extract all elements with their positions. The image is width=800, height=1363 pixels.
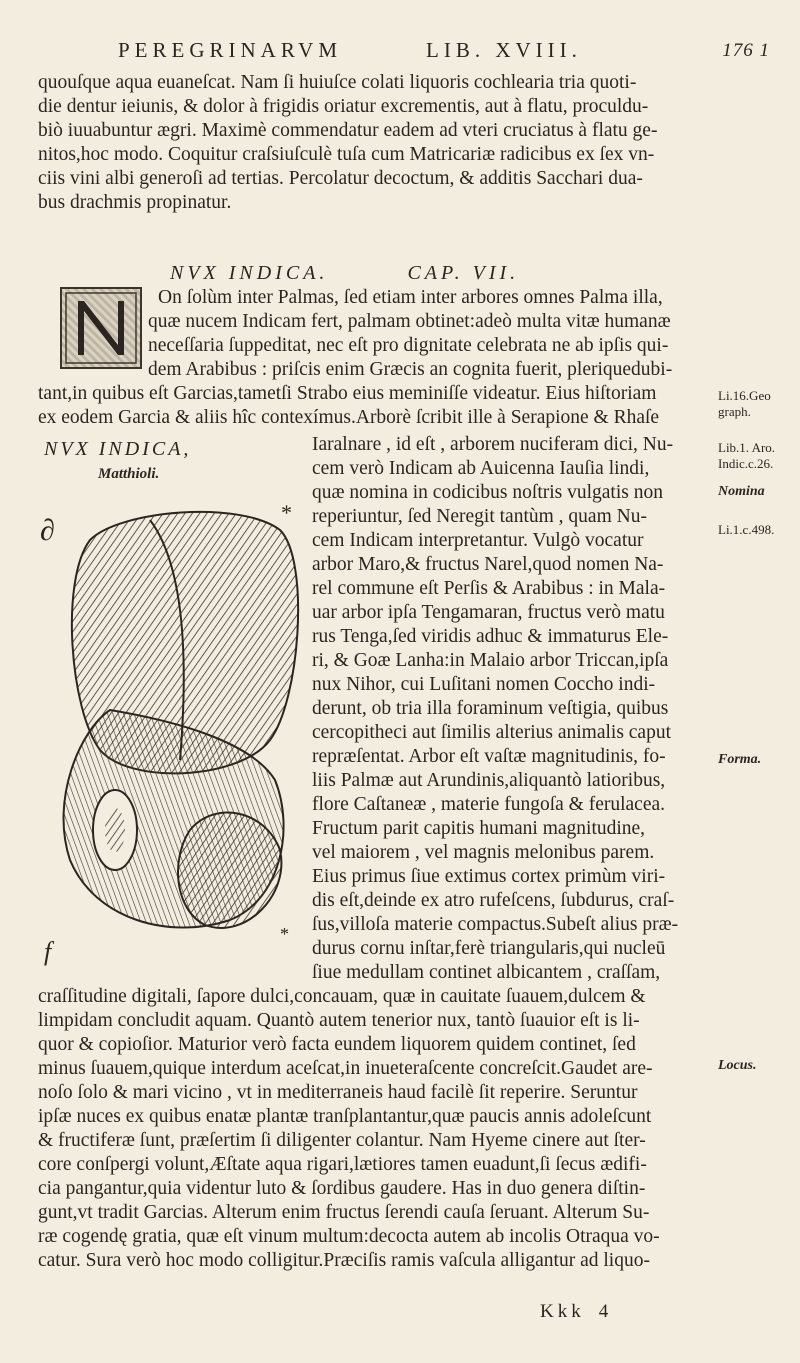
text-line: ſus,villoſa materie compactus.Subeſt alius præ- — [312, 914, 679, 935]
text-line: liis Palmæ aut Arundinis,aliquantò latioribus, — [312, 770, 666, 791]
margin-note: Lib.1. Aro. — [718, 440, 776, 455]
decorated-initial-n — [60, 287, 142, 369]
signature-mark: 4 — [598, 1301, 613, 1322]
catchword-line — [540, 1301, 612, 1323]
text-line: Iaralnare , id eſt , arborem nuciferam dici, Nu- — [312, 434, 674, 455]
text-line: ræ cogendę gratia, quæ eſt vinum multum:decocta autem ab incolis Otraqua vo- — [38, 1226, 660, 1247]
text-line: repræſentat. Arbor eſt vaſtæ magnitudinis, fo- — [312, 746, 666, 767]
chapter-heading — [170, 262, 519, 285]
margin-note: Indic.c.26. — [718, 456, 774, 471]
text-line: quæ nucem Indicam fert, palmam obtinet:adeò multa vitæ humanæ — [148, 311, 671, 332]
catchword: Kkk — [540, 1301, 585, 1322]
text-line: catur. Sura verò hoc modo colligitur.Præciſis ramis vaſcula alligantur ad liquo- — [38, 1250, 650, 1271]
chapter-number: CAP. VII. — [407, 262, 520, 284]
margin-note-forma: Forma. — [718, 752, 762, 767]
text-line: tant,in quibus eſt Garcias,tametſi Strabo eius meminiſſe videatur. Eius hiſtoriam — [38, 383, 657, 404]
book-number: LIB. XVIII. — [426, 38, 582, 62]
text-line: nux Nihor, cui Luſitani nomen Coccho indi- — [312, 674, 656, 695]
running-title: PEREGRINARVM — [118, 38, 343, 62]
text-line: cercopitheci aut ſimilis alterius animalis caput — [312, 722, 672, 743]
text-line: cem Indicam interpretantur. Vulgò vocatur — [312, 530, 644, 551]
text-line: bus drachmis propinatur. — [38, 192, 232, 213]
margin-note: Li.16.Geo — [718, 388, 771, 403]
text-line: & fructiferæ ſunt, præſertim ſi diligenter colantur. Nam Hyeme cinere aut ſter- — [38, 1130, 646, 1151]
text-line: craſſitudine digitali, ſapore dulci,concauam, quæ in cauitate ſuauem,dulcem & — [38, 986, 646, 1007]
text-line: On ſolùm inter Palmas, ſed etiam inter arbores omnes Palma illa, — [158, 287, 663, 308]
coconut-engraving — [40, 500, 310, 970]
svg-text:*: * — [280, 924, 289, 944]
text-line: durus cornu inſtar,ferè triangularis,qui nucleū — [312, 938, 666, 959]
text-line: arbor Maro,& fructus Narel,quod nomen Na- — [312, 554, 664, 575]
text-line: quor & copioſior. Maturior verò facta eundem liquorem quidem continet, ſed — [38, 1034, 636, 1055]
svg-text:*: * — [280, 500, 291, 525]
margin-note: graph. — [718, 404, 751, 419]
margin-note-locus: Locus. — [718, 1058, 757, 1073]
text-line: ri, & Goæ Lanha:in Malaio arbor Triccan,ipſa — [312, 650, 669, 671]
text-line: uar arbor ipſa Tengamaran, fructus verò matu — [312, 602, 665, 623]
svg-text:∂: ∂ — [40, 514, 55, 547]
text-line: dem Arabibus : priſcis enim Græcis an cognita fuerit, pleriquedubi- — [148, 359, 673, 380]
text-line: quouſque aqua euaneſcat. Nam ſi huiuſce colati liquoris cochlearia tria quoti- — [38, 72, 637, 93]
text-line: vel maiorem , vel magnis melonibus parem. — [312, 842, 655, 863]
svg-text:f: f — [44, 937, 52, 966]
text-line: gunt,vt tradit Garcias. Alterum enim fructus ſerendi cauſa ſeruant. Alterum Su- — [38, 1202, 650, 1223]
text-line: Eius primus ſiue extimus cortex primùm viri- — [312, 866, 666, 887]
text-line: minus ſuauem,quique interdum aceſcat,in inueteraſcente concreſcit.Gaudet are- — [38, 1058, 653, 1079]
text-line: ipſæ nuces ex quibus enatæ plantæ tranſplantantur,quæ paucis annis adoleſcunt — [38, 1106, 652, 1127]
margin-note-nomina: Nomina — [718, 484, 765, 499]
text-line: cem verò Indicam ab Auicenna Iauſia lindi, — [312, 458, 650, 479]
chapter-title: NVX INDICA. — [170, 262, 329, 284]
text-line: derunt, ob tria illa foraminum veſtigia, quibus — [312, 698, 669, 719]
margin-note: Li.1.c.498. — [718, 522, 775, 537]
text-line: ſiue medullam continet albicantem , craſſam, — [312, 962, 661, 983]
text-line: limpidam concludit aquam. Quantò autem tenerior nux, tantò ſuauior eſt is li- — [38, 1010, 640, 1031]
text-line: die dentur ieiunis, & dolor à frigidis oriatur excrementis, aut à flatu, proculdu- — [38, 96, 649, 117]
text-line: rus Tenga,ſed viridis adhuc & immaturus Ele- — [312, 626, 669, 647]
text-line: quæ nomina in codicibus noſtris vulgatis non — [312, 482, 663, 503]
figure-subtitle: Matthioli. — [98, 466, 160, 482]
text-line: nitos,hoc modo. Coquitur craſsiuſculè tuſa cum Matricariæ radicibus ex ſex vn- — [38, 144, 655, 165]
text-line: neceſſaria ſuppeditat, nec eſt pro dignitate celebrata ne ab ipſis qui- — [148, 335, 669, 356]
text-line: core conſpergi volunt,Æſtate aqua rigari,lætiores tamen euadunt,ſi ſecus ædifi- — [38, 1154, 647, 1175]
figure-title: NVX INDICA, — [44, 438, 192, 460]
text-line: biò iuuabuntur ægri. Maximè commendatur eadem ad vteri cruciatus à flatu ge- — [38, 120, 658, 141]
text-line: Fructum parit capitis humani magnitudine, — [312, 818, 646, 839]
text-line: reperiuntur, ſed Neregit tantùm , quam Nu- — [312, 506, 647, 527]
text-line: noſo ſolo & mari vicino , vt in mediterraneis haud facilè ſit reperire. Seruntur — [38, 1082, 638, 1103]
text-line: ciis vini albi generoſi ad tertias. Percolatur decoctum, & additis Sacchari dua- — [38, 168, 643, 189]
text-line: ex eodem Garcia & aliis hîc contexímus.Arborè ſcribit ille à Serapione & Rhaſe — [38, 407, 660, 428]
page-number: 176 1 — [722, 40, 770, 61]
nut-half — [178, 813, 281, 928]
text-line: dis eſt,deinde ex atro rufeſcens, ſubdurus, craſ- — [312, 890, 675, 911]
text-line: rel commune eſt Perſis & Arabibus : in Mala- — [312, 578, 666, 599]
text-line: cia pangantur,quia videntur luto & ſordibus gaudere. Has in duo genera diſtin- — [38, 1178, 646, 1199]
text-line: flore Caſtaneæ , materie fungoſa & ferulacea. — [312, 794, 665, 815]
initial-letter-icon — [62, 289, 140, 367]
